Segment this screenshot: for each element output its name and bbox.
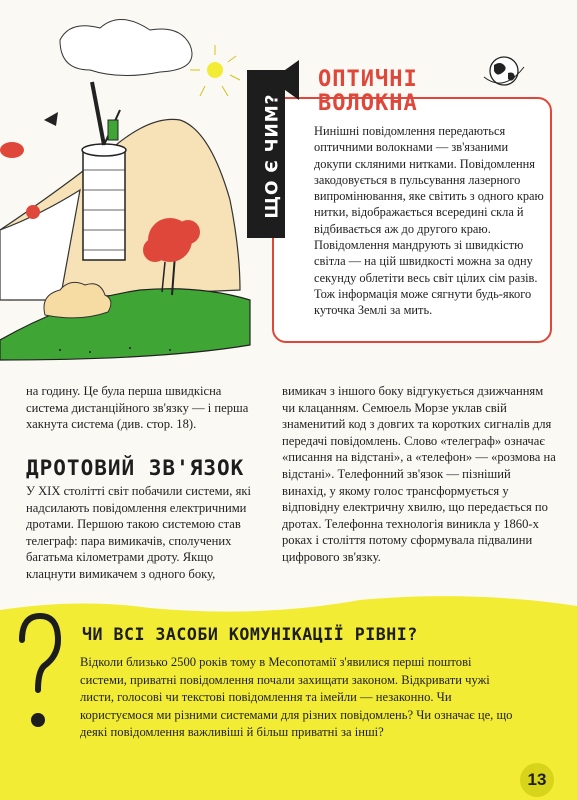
box-title: ОПТИЧНІ ВОЛОКНА xyxy=(318,67,418,116)
question-text: Відколи близько 2500 років тому в Месопотамії з'явилися перші поштові системи, приватні повідомлення почали захищати законом. Відкривати чужі листи, голосові чи текстові повідомлення та імейли — незаконно. Чи користуємося ми різними системами для різних повідомлень? Чи означає це, що деякі повідомлення важливіші й більш приватні за інші? xyxy=(80,655,513,739)
tower-hill-illustration xyxy=(0,0,260,370)
page-number: 13 xyxy=(520,763,554,797)
box-tab-label: ЩО Є ЧИМ? xyxy=(263,93,284,219)
question-mark-icon xyxy=(16,612,62,734)
body-text-col1-bottom: У XIX столітті світ побачили системи, які надсилають повідомлення електричними дротами. Першою такою системою став телеграф: пара вимикачів, сполучених багатьма кілометрами дроту. Якщо клацнути вимикачем з одного боку, xyxy=(26,484,251,581)
section-heading: ДРОТОВИЙ ЗВ'ЯЗОК xyxy=(26,456,245,480)
question-title: ЧИ ВСІ ЗАСОБИ КОМУНІКАЦІЇ РІВНІ? xyxy=(82,625,418,644)
globe-icon xyxy=(482,53,526,89)
body-text-col1-top: на годину. Це була перша швидкісна система дистанційного зв'язку — і перша хакнута система (див. стор. 18). xyxy=(26,384,249,432)
body-text-col2: вимикач з іншого боку відгукується дзижчанням чи клацанням. Семюель Морзе уклав свій знаменитий код з довгих та коротких сигналів для передачі повідомлень. Слово «телеграф» означає «писання на відстані», а «телефон» — «розмова на відстані». Телефонний зв'язок — пізніший винахід, у якому голос трансформується у відповідну електричну хвилю, що передається по дротах. Телефонна технологія виникла у 1860-х роках і століття потому сформувала підвалини цифрового зв'язку. xyxy=(282,384,556,564)
box-text: Нинішні повідомлення передаються оптичними волокнами — зв'язаними докупи скляними нитками. Повідомлення закодовується в пульсування лазерного випромінювання, яке світить з одного краю нитки, відображається всередині скла й відбивається аж до другого краю. Повідомлення мандрують зі швидкістю світла — на цій швидкості можна за одну секунду облетіти весь світ цілих сім разів. Тож інформація може сягнути будь-якого куточка Землі за мить. xyxy=(314,124,544,318)
